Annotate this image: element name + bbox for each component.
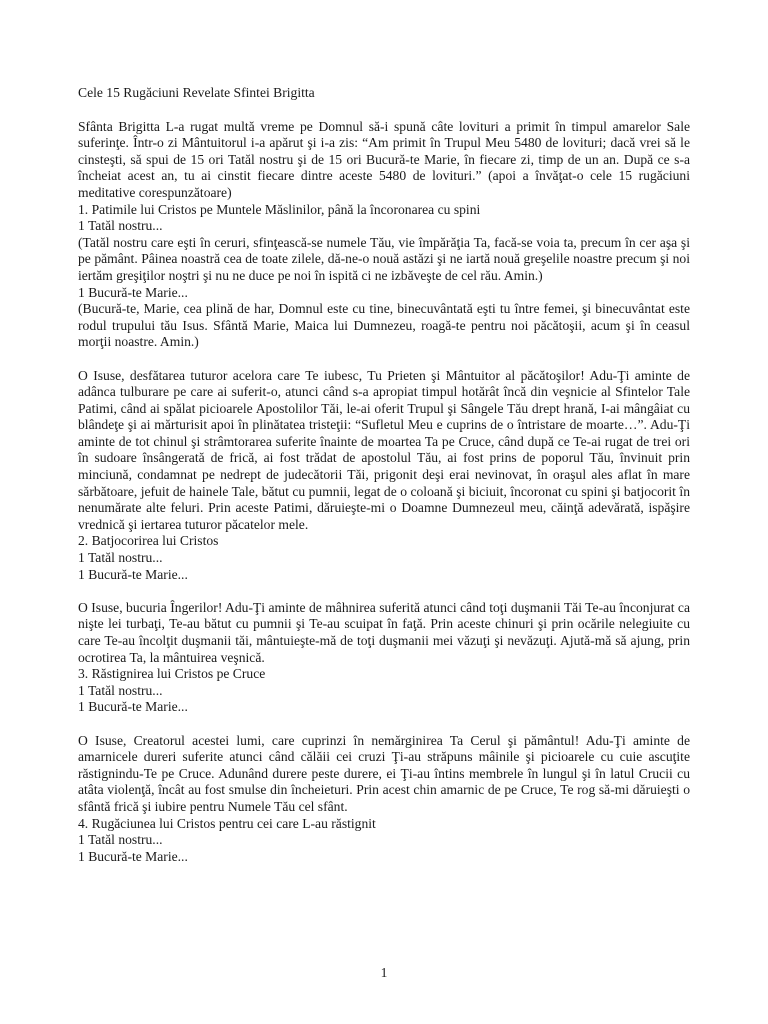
section-1-hail-mary: 1 Bucură-te Marie... (78, 284, 188, 300)
section-3-hail-mary: 1 Bucură-te Marie... (78, 699, 188, 715)
intro-paragraph: Sfânta Brigitta L-a rugat multă vreme pe Domnul să-i spună câte lovituri a primit în timpul amarelor Sale suferinţe. Într-o zi Mântuitorul i-a apărut şi i-a zis: “Am primit în Trupul Meu 5480 de lovituri; dacă vrei să le cinsteşti, să spui de 15 ori Tatăl nostru şi de 15 ori Bucură-te Marie, în fiecare zi, timp de un an. După ce s-a încheiat acest an, tu ai cinstit fiecare dintre aceste 5480 de lovituri.” (apoi a învăţat-o cele 15 rugăciuni meditative corespunzătoare) (78, 118, 690, 200)
document-body (78, 85, 690, 865)
page-number: 1 (380, 965, 388, 980)
section-3-heading: 3. Răstignirea lui Cristos pe Cruce (78, 666, 266, 682)
prayer-3-paragraph: O Isuse, Creatorul acestei lumi, care cuprinzi în nemărginirea Ta Cerul şi pământul! Adu-Ţi aminte de amarnicele dureri suferite atunci când călăii cei cruzi Ţi-au străpuns mâinile şi picioarele cu cuie ascuţite răstignindu-Te pe Cruce. Adunând durere peste durere, ei Ţi-au întins membrele în lungul şi în latul Crucii cu atâta violenţă, încât au fost smulse din încheieturi. Prin acest chin amarnic de pe Cruce, Te rog să-mi dăruieşti o sfântă frică şi iubire pentru Numele Tău cel sfânt. (78, 732, 690, 814)
section-2-our-father: 1 Tatăl nostru... (78, 550, 163, 566)
section-4-heading: 4. Rugăciunea lui Cristos pentru cei care L-au răstignit (78, 815, 376, 831)
hail-mary-prayer-text: (Bucură-te, Marie, cea plină de har, Domnul este cu tine, binecuvântată eşti tu între femei, şi binecuvântat este rodul trupului tău Isus. Sfântă Marie, Maica lui Dumnezeu, roagă-te pentru noi păcătoşii, acum şi în ceasul morţii noastre. Amin.) (78, 301, 690, 350)
section-4-hail-mary: 1 Bucură-te Marie... (78, 848, 188, 864)
section-1-heading: 1. Patimile lui Cristos pe Muntele Măslinilor, până la încoronarea cu spini (78, 201, 481, 217)
section-1-our-father: 1 Tatăl nostru... (78, 218, 163, 234)
our-father-prayer-text: (Tatăl nostru care eşti în ceruri, sfinţească-se numele Tău, vie împărăţia Ta, facă-se voia ta, precum în cer aşa şi pe pământ. Pâinea noastră cea de toate zilele, dă-ne-o nouă astăzi şi ne iartă nouă greşelile noastre precum şi noi iertăm greşiţilor noştri şi nu ne duce pe noi în ispită ci ne izbăveşte de cel rău. Amin.) (78, 234, 690, 283)
prayer-1-paragraph: O Isuse, desfătarea tuturor acelora care Te iubesc, Tu Prieten şi Mântuitor al păcătoşilor! Adu-Ţi aminte de adânca tulburare pe care ai suferit-o, atunci când s-a apropiat timpul hotărât încă din veşnicie al Sfintelor Tale Patimi, când ai spălat picioarele Apostolilor Tăi, le-ai oferit Trupul şi Sângele Tău drept hrană, I-ai mângâiat cu blândeţe şi ai mărturisit apoi în plinătatea tristeţii: “Sufletul Meu e cuprins de o întristare de moarte…”. Adu-Ţi aminte de tot chinul şi strâmtorarea suferite înainte de moartea Ta pe Cruce, când după ce Te-ai rugat de trei ori în sudoare însângerată de frică, ai fost trădat de apostolul Tău, ai fost prins de poporul Tău, învinuit prin minciună, condamnat pe nedrept de judecătorii Tăi, prigonit deşi erai nevinovat, în oraşul ales aflat în mare sărbătoare, jefuit de hainele Tale, bătut cu pumnii, legat de o coloană şi biciuit, încoronat cu spini şi batjocorit în nenumărate alte feluri. Prin aceste Patimi, dăruieşte-mi o Doamne Dumnezeul meu, căinţă adevărată, ispăşire vrednică şi iertarea tuturor păcatelor mele. (78, 367, 690, 532)
section-2-heading: 2. Batjocorirea lui Cristos (78, 533, 219, 549)
prayer-2-paragraph: O Isuse, bucuria Îngerilor! Adu-Ţi aminte de mâhnirea suferită atunci când toţi duşmanii Tăi Te-au înconjurat ca nişte lei turbaţi, Te-au bătut cu pumnii şi Te-au scuipat în faţă. Prin aceste chinuri şi prin ocările nelegiuite cu care Te-au încolţit duşmanii tăi, mântuieşte-mă de toţi duşmanii mei văzuţi şi nevăzuţi. Ajută-mă să ajung, prin ocrotirea Ta, la mântuirea veşnică. (78, 599, 690, 665)
section-3-our-father: 1 Tatăl nostru... (78, 682, 163, 698)
document-title: Cele 15 Rugăciuni Revelate Sfintei Brigitta (78, 85, 315, 100)
section-2-hail-mary: 1 Bucură-te Marie... (78, 566, 188, 582)
section-4-our-father: 1 Tatăl nostru... (78, 832, 163, 848)
